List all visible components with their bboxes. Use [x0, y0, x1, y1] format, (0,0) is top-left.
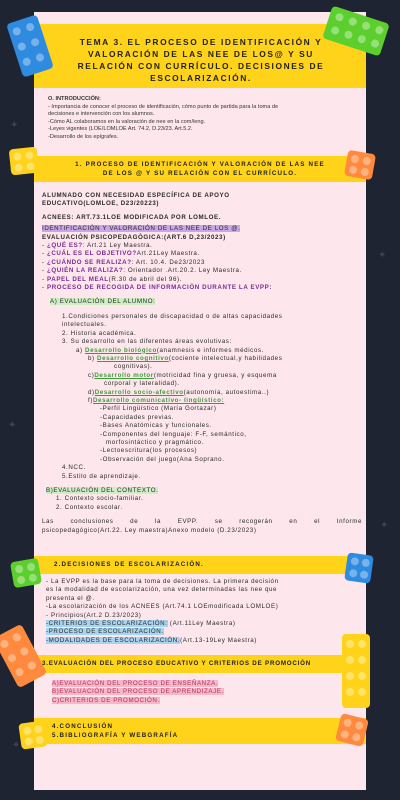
- section2-body: - La EVPP es la base para la toma de decisiones. La primera decisión es la modalidad de escolarización, una vez determinadas las nee que presenta el @. -La escolarización de los ACNEES (Art.74.1 LOEmodificada LOMLOE) - Principios(Art.2 D.23/2023) -CRITERIOS DE ESCOLARIZACIÓN: (Art.11Ley Maestra) -PROCESO DE ESCOLARIZACIÓN. -MODALIDADES DE ESCOLARIZACIÓN.(Art.13-19Ley Maestra): [46, 578, 279, 644]
- section1-body: ALUMNADO CON NECESIDAD ESPECÍFICA DE APOYO EDUCATIVO(LOMLOE, D23/20223) ACNEES: ART.73.1LOE MODIFICADA POR LOMLOE. IDENTIFICACIÓN Y VALORACIÓN DE LAS NEE DE LOS @. EVALUACIÓN PSICOPEDAGÓGICA:(ART.6 D,23/2023) - ¿QUÉ ES?: Art.21 Ley Maestra. - ¿CUÁL ES EL OBJETIVO?Art.21Ley Maestra. - ¿CUÁNDO SE REALIZA?: Art. 10.4. De23/2023 - ¿QUIÉN LA REALIZA?: Orientador .Art.20.2. Ley Maestra. - PAPEL DEL MEAL(R.30 de abril del 96). - PROCESO DE RECOGIDA DE INFORMACIÓN DURANTE LA EVPP: A) EVALUACIÓN DEL ALUMNO: 1.Condiciones personales de discapacidad o de altas capacidades intelectuales. 2. Historia académica. 3. Su desarrollo en las diferentes áreas evolutivas: a) Desarrollo biológico(anamnesis e informes médicos. b) Desarrollo cognitivo(cociente intelectual,y habilidades cognitivas). c)Desarrollo motor(motricidad fina y gruesa, y esquema corporal y lateralidad). d)Desarrollo socio-afectivo(autonomía, autoestima..) f)Desarrollo comunicativo- lingüístico: -Perfil Lingüístico (María Gortazar) -Capacidades previas. -Bases Anatómicas y funcionales. -Componentes del lenguaje: F-F, semántico, morfosintáctico y pragmático. -Lectoescritura(los procesos) -Observación del juego(Ana Soprano. 4.NCC. 5.Estilo de aprendizaje. B)EVALUACIÓN DEL CONTEXTO. 1. Contexto socio-familiar. 2. Contexto escolar. Las conclusiones de la EVPP. se recogerán en el Informe psicopedagógico(Art.22. Ley maestra)Anexo modelo (D.23/2023): [42, 192, 362, 534]
- page-title: TEMA 3. EL PROCESO DE IDENTIFICACIÓN Y VALORACIÓN DE LAS NEE DE LOS@ Y SU RELACIÓN CON CURRÍCULO. DECISIONES DE ESCOLARIZACIÓN.: [77, 37, 325, 83]
- sparkle-icon: ✦: [10, 120, 19, 131]
- criterios-highlight: -CRITERIOS DE ESCOLARIZACIÓN:: [46, 620, 168, 628]
- section2-heading: 2.DECISIONES DE ESCOLARIZACIÓN.: [54, 561, 204, 568]
- lego-brick-yellow-icon: [9, 147, 40, 176]
- intro-line: -Leyes vigentes (LOE/LOMLOE Art. 74.2, D.23/23. Art.5.2.: [48, 126, 193, 133]
- intro-heading: O. INTRODUCCIÓN:: [48, 96, 101, 102]
- section3-heading: 3.EVALUACIÓN DEL PROCESO EDUCATIVO Y CRITERIOS DE PROMOCIÓN: [42, 660, 312, 667]
- evaluacion-alumno-heading: A) EVALUACIÓN DEL ALUMNO:: [50, 298, 156, 306]
- sparkle-icon: ✦: [12, 740, 21, 751]
- sparkle-icon: ✦: [8, 420, 17, 431]
- modalidades-highlight: -MODALIDADES DE ESCOLARIZACIÓN.: [46, 636, 181, 644]
- section4-heading: 4.CONCLUSIÓN 5.BIBLIOGRAFÍA Y WEBGRAFÍA: [52, 723, 179, 739]
- proceso-highlight: -PROCESO DE ESCOLARIZACIÓN.: [46, 628, 164, 636]
- promocion-highlight: C)CRITERIOS DE PROMOCIÓN.: [52, 696, 160, 704]
- intro-line: decisiones e intervención con los alumnos.: [48, 111, 155, 118]
- lego-brick-yellow-icon: [18, 720, 47, 749]
- intro-line: -Cómo AL colaboramos en la valoración de nee en la com/leng.: [48, 118, 206, 125]
- intro-line: -Desarrollo de los epígrafes.: [48, 133, 119, 140]
- section1-heading: 1. PROCESO DE IDENTIFICACIÓN Y VALORACIÓN DE LAS NEE DE LOS @ Y SU RELACIÓN CON EL CURRÍCULO.: [75, 161, 325, 177]
- lego-brick-green-icon: [10, 558, 42, 588]
- sparkle-icon: ✦: [378, 250, 387, 261]
- aprendizaje-highlight: B)EVALUACIÓN DEL PROCESO DE APRENDIZAJE.: [52, 688, 224, 696]
- identificacion-highlight: IDENTIFICACIÓN Y VALORACIÓN DE LAS NEE DE LOS @.: [42, 225, 241, 233]
- enseñanza-highlight: A)EVALUACIÓN DEL PROCESO DE ENSEÑANZA.: [52, 680, 219, 687]
- intro-line: - Importancia de conocer el proceso de identificación, cómo punto de partida para la toma de: [48, 103, 279, 110]
- sparkle-icon: ✦: [380, 520, 389, 531]
- evaluacion-contexto-heading: B)EVALUACIÓN DEL CONTEXTO.: [46, 487, 159, 494]
- section3-body: [52, 680, 342, 705]
- introduction-block: [48, 96, 356, 142]
